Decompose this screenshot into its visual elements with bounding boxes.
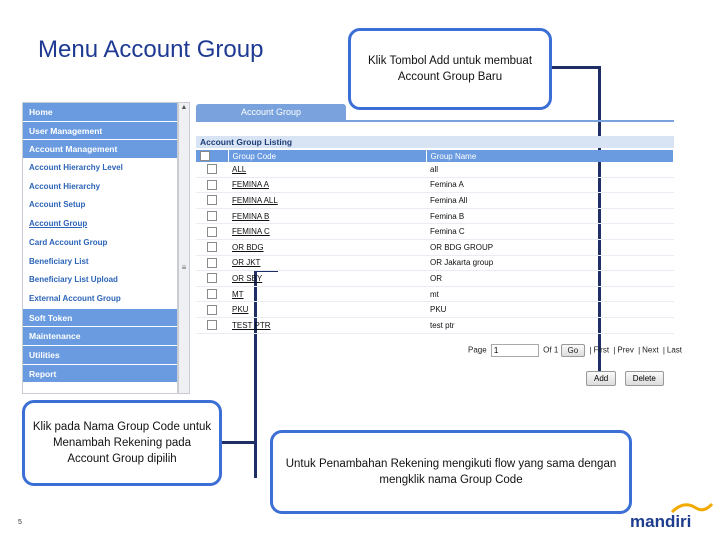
row-select-cell (196, 224, 228, 240)
group-name-cell: Femina All (426, 193, 674, 209)
group-code-link[interactable]: OR BDG (228, 239, 426, 255)
tab-account-group[interactable]: Account Group (196, 104, 346, 120)
table-row (196, 162, 674, 177)
sidebar-item-maintenance[interactable]: Maintenance (23, 327, 177, 346)
group-code-link[interactable]: OR JKT (228, 255, 426, 271)
row-select-cell (196, 255, 228, 271)
table-header-row (196, 150, 674, 162)
row-select-cell (196, 162, 228, 177)
group-name-cell: Femina B (426, 208, 674, 224)
page-label: Page (468, 345, 487, 355)
sidebar-item-utilities[interactable]: Utilities (23, 346, 177, 365)
row-select-cell (196, 317, 228, 333)
group-name-cell: Femina A (426, 177, 674, 193)
delete-button[interactable]: Delete (625, 371, 664, 386)
row-select-cell (196, 208, 228, 224)
group-name-cell: OR (426, 271, 674, 287)
action-buttons (582, 370, 664, 388)
group-name-cell: OR BDG GROUP (426, 239, 674, 255)
callout-flow-text: Untuk Penambahan Rekening mengikuti flow yang sama dengan mengklik nama Group Code (285, 458, 617, 486)
column-header-group-code: Group Code (228, 150, 426, 162)
sidebar-item-beneficiary-list-upload[interactable]: Beneficiary List Upload (23, 271, 177, 290)
table-row (196, 239, 674, 255)
row-checkbox[interactable] (207, 289, 217, 299)
row-checkbox[interactable] (207, 227, 217, 237)
group-code-link[interactable]: FEMINA C (228, 224, 426, 240)
scroll-up-icon[interactable]: ▲ (180, 104, 188, 111)
table-row (196, 286, 674, 302)
page-of-label: Of 1 (543, 345, 559, 355)
row-checkbox[interactable] (207, 305, 217, 315)
row-checkbox[interactable] (207, 242, 217, 252)
mandiri-logo (630, 500, 716, 534)
pager: Page 1 Of 1 Go | First | Prev | Next | Last (468, 344, 682, 357)
select-all-cell (196, 150, 228, 162)
sidebar-item-external-account-group[interactable]: External Account Group (23, 290, 177, 309)
group-name-cell: mt (426, 286, 674, 302)
sidebar-item-account-management[interactable]: Account Management (23, 140, 177, 159)
sidebar-item-beneficiary-list[interactable]: Beneficiary List (23, 253, 177, 272)
group-code-link[interactable]: TEST PTR (228, 317, 426, 333)
go-button[interactable]: Go (561, 344, 586, 357)
table-row (196, 255, 674, 271)
group-code-link[interactable]: OR SBY (228, 271, 426, 287)
sidebar-menu (22, 102, 178, 394)
sidebar-item-account-hierarchy-level[interactable]: Account Hierarchy Level (23, 159, 177, 178)
row-checkbox[interactable] (207, 273, 217, 283)
table-row (196, 193, 674, 209)
group-code-link[interactable]: FEMINA ALL (228, 193, 426, 209)
callout-add-instruction (348, 28, 552, 110)
table-row (196, 208, 674, 224)
row-select-cell (196, 271, 228, 287)
page-number: 5 (18, 519, 22, 526)
scroll-thumb-icon[interactable]: ≡ (181, 263, 187, 272)
table-row (196, 302, 674, 318)
row-checkbox[interactable] (207, 258, 217, 268)
row-select-cell (196, 302, 228, 318)
callout-click-text: Klik pada Nama Group Code untuk Menambah Rekening pada Account Group dipilih (32, 421, 212, 465)
sidebar-item-report[interactable]: Report (23, 365, 177, 384)
table-row (196, 271, 674, 287)
table-row (196, 224, 674, 240)
group-code-link[interactable]: MT (228, 286, 426, 302)
row-checkbox[interactable] (207, 211, 217, 221)
row-checkbox[interactable] (207, 180, 217, 190)
callout-click-instruction (22, 400, 222, 486)
group-name-cell: test ptr (426, 317, 674, 333)
row-checkbox[interactable] (207, 164, 217, 174)
row-select-cell (196, 177, 228, 193)
group-code-link[interactable]: FEMINA B (228, 208, 426, 224)
page-input[interactable] (491, 344, 539, 357)
group-code-link[interactable]: FEMINA A (228, 177, 426, 193)
account-group-table (196, 150, 674, 334)
select-all-checkbox[interactable] (200, 151, 210, 161)
group-name-cell: all (426, 162, 674, 177)
table-row (196, 177, 674, 193)
prev-link[interactable]: Prev (617, 345, 634, 355)
row-checkbox[interactable] (207, 195, 217, 205)
column-header-group-name: Group Name (426, 150, 674, 162)
connector-line (552, 66, 600, 69)
sidebar-item-home[interactable]: Home (23, 103, 177, 122)
sidebar-item-account-group[interactable]: Account Group (23, 215, 177, 234)
group-name-cell: PKU (426, 302, 674, 318)
row-checkbox[interactable] (207, 320, 217, 330)
group-name-cell: OR Jakarta group (426, 255, 674, 271)
group-name-cell: Femina C (426, 224, 674, 240)
callout-add-text: Klik Tombol Add untuk membuat Account Group Baru (367, 55, 533, 83)
sidebar-scrollbar[interactable] (178, 102, 190, 394)
table-row (196, 317, 674, 333)
row-select-cell (196, 193, 228, 209)
row-select-cell (196, 286, 228, 302)
logo-text: mandiri (630, 512, 692, 531)
slide-title: Menu Account Group (38, 36, 264, 63)
first-link[interactable]: First (593, 345, 610, 355)
connector-line (222, 441, 255, 444)
row-select-cell (196, 239, 228, 255)
next-link[interactable]: Next (642, 345, 659, 355)
group-code-link[interactable]: PKU (228, 302, 426, 318)
account-group-panel (196, 104, 683, 394)
group-code-link[interactable]: ALL (228, 162, 426, 177)
tab-divider (196, 120, 674, 122)
last-link[interactable]: Last (666, 345, 683, 355)
add-button[interactable]: Add (586, 371, 616, 386)
sidebar-item-account-setup[interactable]: Account Setup (23, 196, 177, 215)
sidebar-item-user-management[interactable]: User Management (23, 122, 177, 141)
sidebar-item-account-hierarchy[interactable]: Account Hierarchy (23, 178, 177, 197)
sidebar-item-card-account-group[interactable]: Card Account Group (23, 234, 177, 253)
callout-flow-instruction (270, 430, 632, 514)
sidebar-item-soft-token[interactable]: Soft Token (23, 309, 177, 328)
listing-title: Account Group Listing (196, 136, 674, 148)
